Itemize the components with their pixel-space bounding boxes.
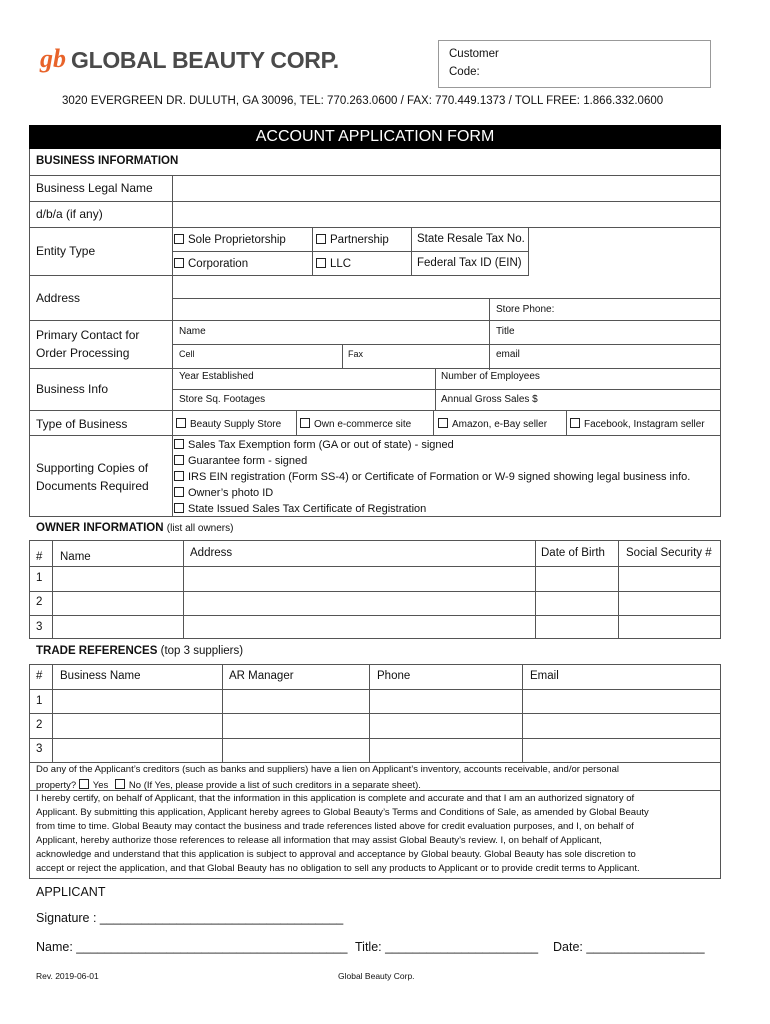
applicant-name-field[interactable]: Name: _______________________________________ <box>36 940 348 954</box>
owner-row-2-name[interactable] <box>53 592 183 615</box>
label-name: Name <box>179 326 206 337</box>
checkbox-amazon[interactable] <box>438 418 547 430</box>
owner-col-dob: Date of Birth <box>541 547 605 559</box>
checkbox-doc-tax-certificate[interactable] <box>174 503 426 515</box>
company-address-line: 3020 EVERGREEN DR. DULUTH, GA 30096, TEL: 770.263.0600 / FAX: 770.449.1373 / TOLL FREE: 1.866.332.0600 <box>62 95 664 107</box>
trade-col-phone: Phone <box>377 670 411 682</box>
label-supporting: Supporting Copies of <box>36 461 149 475</box>
owner-row-num: 1 <box>36 572 43 584</box>
customer-code-label-2: Code: <box>449 66 480 78</box>
owner-col-address: Address <box>190 547 233 559</box>
owner-col-name: Name <box>60 551 91 563</box>
owner-row-1-address[interactable] <box>184 567 535 590</box>
address-field[interactable] <box>173 276 720 298</box>
lien-question-2 <box>36 779 421 791</box>
certify-line: Applicant. By submitting this application, Applicant hereby agrees to Global Beauty’s Terms and Conditions of Sale, as amended by Global Beauty <box>36 807 649 818</box>
doc-label: State Issued Sales Tax Certificate of Registration <box>188 503 427 515</box>
checkbox-sole-proprietorship[interactable] <box>174 234 286 247</box>
checkbox-icon <box>174 234 184 244</box>
checkbox-partnership[interactable] <box>316 234 389 247</box>
logo-text: GLOBAL BEAUTY CORP. <box>71 47 339 73</box>
checkbox-icon <box>174 455 184 465</box>
checkbox-icon <box>174 471 184 481</box>
owner-row-3-name[interactable] <box>53 616 183 639</box>
trade-row-num: 3 <box>36 743 43 755</box>
sole-prop-label: Sole Proprietorship <box>188 234 286 246</box>
form-title-bar <box>29 125 721 149</box>
label-fed-tax: Federal Tax ID (EIN) <box>417 257 522 269</box>
trade-row-num: 2 <box>36 719 43 731</box>
lien-property-label: property? <box>36 780 77 791</box>
footer-company: Global Beauty Corp. <box>338 971 415 981</box>
checkbox-icon <box>79 779 89 789</box>
owner-section-note: (list all owners) <box>166 523 234 534</box>
checkbox-ecommerce[interactable] <box>300 418 411 430</box>
owner-row-num: 2 <box>36 596 43 608</box>
checkbox-facebook[interactable] <box>570 418 705 430</box>
checkbox-icon <box>174 439 184 449</box>
certify-line: I hereby certify, on behalf of Applicant, that the information in this application is complete and accurate and that I am an authorized signatory of <box>36 793 635 804</box>
owner-row-2-address[interactable] <box>184 592 535 615</box>
dba-field[interactable] <box>173 202 720 227</box>
label-cell: Cell <box>179 349 195 359</box>
doc-label: Guarantee form - signed <box>188 455 308 467</box>
applicant-date-field[interactable]: Date: _________________ <box>553 940 705 954</box>
lien-question: Do any of the Applicant’s creditors (such as banks and suppliers) have a lien on Applicant’s inventory, accounts receivable, and/or personal <box>36 764 620 775</box>
checkbox-icon <box>316 258 326 268</box>
label-legal-name: Business Legal Name <box>36 181 153 195</box>
certify-line: from time to time. Global Beauty may contact the business and trade references listed above for credit evaluation purposes, and I, on behalf of <box>36 821 634 832</box>
checkbox-icon <box>570 418 580 428</box>
checkbox-doc-irs-ein[interactable] <box>174 471 690 483</box>
owner-col-num: # <box>36 551 43 563</box>
trade-row-3-business[interactable] <box>53 739 222 762</box>
owner-row-num: 3 <box>36 621 43 633</box>
customer-code-label: Customer <box>449 48 499 60</box>
trade-row-num: 1 <box>36 695 43 707</box>
label-email: email <box>496 349 520 360</box>
applicant-title-field[interactable]: Title: ______________________ <box>355 940 539 954</box>
checkbox-icon <box>438 418 448 428</box>
trade-section-title <box>36 646 243 658</box>
certify-line: Applicant, hereby authorize those references to release all information that may assist Global Beauty’s review. I, on behalf of Applicant, <box>36 835 602 846</box>
signature-field[interactable]: Signature : ___________________________________ <box>36 911 344 925</box>
owner-row-1-name[interactable] <box>53 567 183 590</box>
doc-label: IRS EIN registration (Form SS-4) or Certificate of Formation or W-9 signed showing legal business info. <box>188 471 691 483</box>
checkbox-beauty-supply[interactable] <box>176 418 281 430</box>
logo-mark: gb <box>40 44 66 73</box>
label-fax: Fax <box>348 349 364 359</box>
checkbox-icon <box>115 779 125 789</box>
owner-col-ssn: Social Security # <box>626 547 712 559</box>
applicant-heading: APPLICANT <box>36 885 106 899</box>
checkbox-lien-yes[interactable] <box>79 780 109 791</box>
doc-label: Owner’s photo ID <box>188 487 274 499</box>
llc-label: LLC <box>330 258 352 270</box>
trade-col-business: Business Name <box>60 670 141 682</box>
owner-row-3-address[interactable] <box>184 616 535 639</box>
checkbox-icon <box>174 258 184 268</box>
ecommerce-label: Own e-commerce site <box>314 419 412 430</box>
partnership-label: Partnership <box>330 234 389 246</box>
lien-no-label: No (If Yes, please provide a list of such creditors in a separate sheet). <box>128 780 421 791</box>
certify-line: acknowledge and understand that this application is subject to approval and acceptance by Global beauty. Global Beauty has sole discretion to <box>36 849 636 860</box>
trade-section-note: (top 3 suppliers) <box>160 645 244 657</box>
business-section-title: BUSINESS INFORMATION <box>36 155 179 167</box>
label-primary-contact: Primary Contact for <box>36 328 140 342</box>
trade-row-1-business[interactable] <box>53 690 222 713</box>
checkbox-icon <box>316 234 326 244</box>
label-type-of-business: Type of Business <box>36 417 128 431</box>
checkbox-icon <box>174 503 184 513</box>
label-address: Address <box>36 291 81 305</box>
label-gross-sales: Annual Gross Sales $ <box>441 394 538 405</box>
label-business-info: Business Info <box>36 382 109 396</box>
lien-yes-label: Yes <box>92 780 109 791</box>
amazon-label: Amazon, e-Bay seller <box>452 419 548 430</box>
label-supporting-2: Documents Required <box>36 479 149 493</box>
label-primary-contact-2: Order Processing <box>36 346 130 360</box>
checkbox-llc[interactable] <box>316 258 351 271</box>
revision-label: Rev. 2019-06-01 <box>36 971 99 981</box>
checkbox-doc-photo-id[interactable] <box>174 487 273 499</box>
label-resale-tax: State Resale Tax No. <box>417 233 525 245</box>
checkbox-icon <box>300 418 310 428</box>
checkbox-doc-guarantee[interactable] <box>174 455 307 467</box>
label-year-established: Year Established <box>179 371 254 382</box>
trade-col-num: # <box>36 670 43 682</box>
checkbox-icon <box>176 418 186 428</box>
certify-line: accept or reject the application, and that Global Beauty has no obligation to sell any products to Applicant or to provide credit terms to Applicant. <box>36 863 640 874</box>
corporation-label: Corporation <box>188 258 249 270</box>
company-logo <box>40 44 370 78</box>
checkbox-doc-sales-tax[interactable] <box>174 439 454 451</box>
label-entity-type: Entity Type <box>36 244 96 258</box>
checkbox-lien-no[interactable] <box>115 780 421 791</box>
label-dba: d/b/a (if any) <box>36 207 103 221</box>
checkbox-icon <box>174 487 184 497</box>
owner-section-heading: OWNER INFORMATION <box>36 522 164 534</box>
trade-section-heading: TRADE REFERENCES <box>36 645 158 657</box>
customer-code-box[interactable] <box>438 40 711 88</box>
label-store-phone: Store Phone: <box>496 304 555 315</box>
legal-name-field[interactable] <box>173 176 720 201</box>
label-num-employees: Number of Employees <box>441 371 540 382</box>
trade-col-email: Email <box>530 670 559 682</box>
owner-section-title <box>36 523 233 535</box>
label-title: Title <box>496 326 515 337</box>
trade-col-ar: AR Manager <box>229 670 294 682</box>
checkbox-corporation[interactable] <box>174 258 248 271</box>
facebook-label: Facebook, Instagram seller <box>584 419 705 430</box>
doc-label: Sales Tax Exemption form (GA or out of state) - signed <box>188 439 454 451</box>
beauty-supply-label: Beauty Supply Store <box>190 419 282 430</box>
form-title: ACCOUNT APPLICATION FORM <box>255 128 495 145</box>
label-store-sq: Store Sq. Footages <box>179 394 266 405</box>
trade-row-2-business[interactable] <box>53 714 222 737</box>
